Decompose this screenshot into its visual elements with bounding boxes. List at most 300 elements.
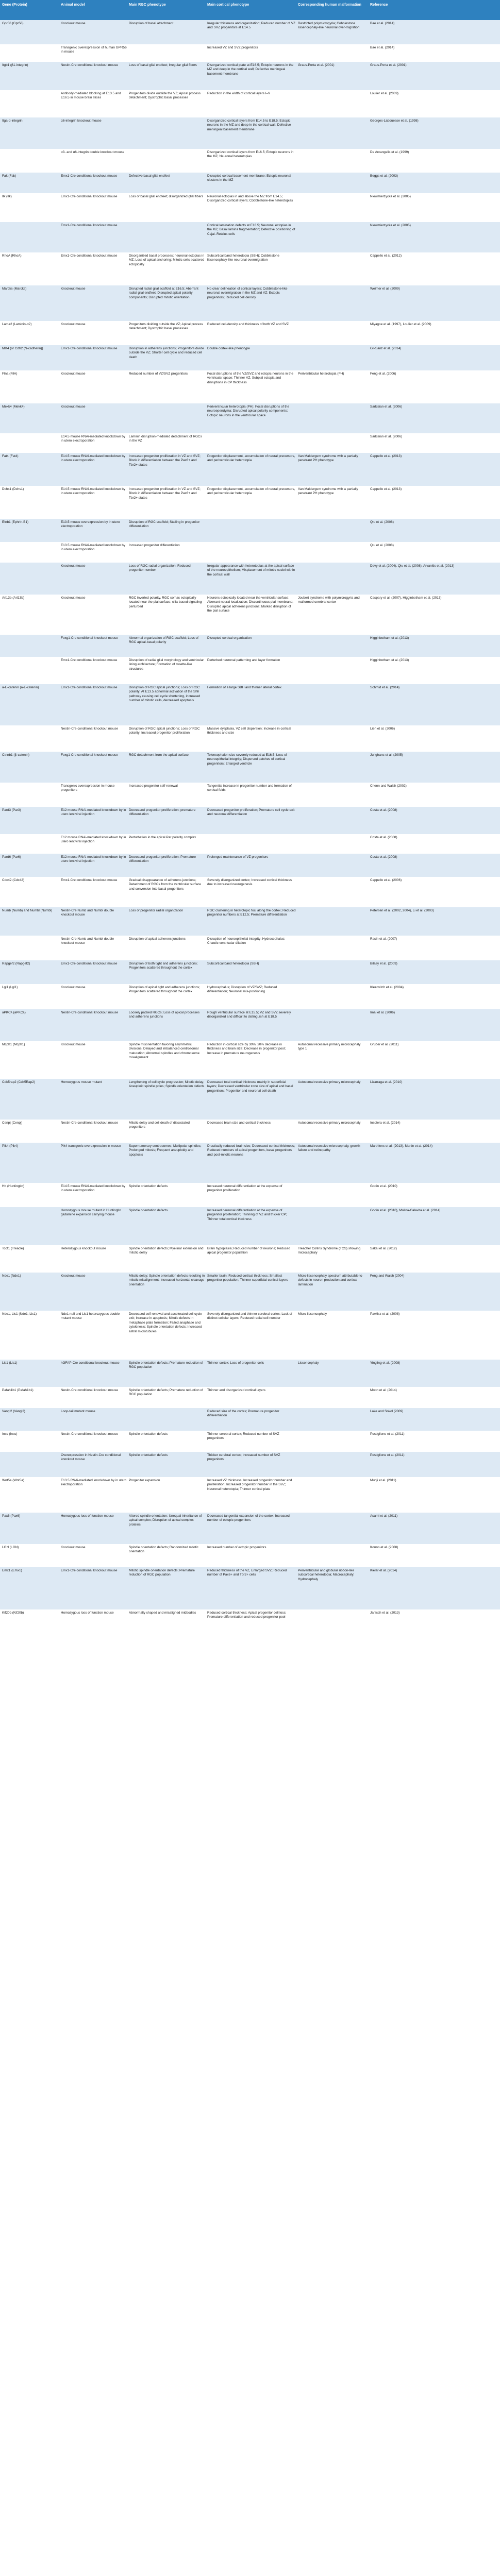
animal-model-cell: E14.5 mouse RNAi-mediated knockdown by in utero electroporation (61, 1184, 126, 1193)
table-row (0, 403, 500, 433)
rgc-phenotype-cell: Spindle orientation defects; Randomized mitotic orientation (129, 1546, 198, 1554)
table-row (0, 1245, 500, 1273)
rgc-phenotype-cell (129, 222, 205, 224)
table-row (0, 752, 500, 783)
gene-cell: Plk4 (Plk4) (2, 1144, 18, 1148)
gene-cell: Flna (FilA) (2, 372, 18, 376)
table-row (0, 1567, 500, 1609)
gene-cell: Pard6 (Par6) (2, 855, 21, 859)
reference-cell: Yingling et al. (2008) (370, 1361, 401, 1365)
table-row (0, 193, 500, 222)
table-row (0, 984, 500, 1009)
table-row (0, 635, 500, 657)
table-row (0, 1311, 500, 1360)
gene-cell (2, 936, 58, 937)
cortical-phenotype-cell: Reduced cell-density and thickness of both VZ and SVZ (207, 323, 289, 326)
human-malformation-cell (298, 1207, 366, 1209)
cortical-phenotype-cell: Periventricular heterotopia (PH); Focal disruptions of the neuroependyma; Disrupted apical polarity components; Ectopic neurons in the ventricular space (207, 405, 290, 417)
table-row (0, 173, 500, 193)
reference-cell: Beggs et al. (2003) (370, 174, 398, 178)
cortical-phenotype-cell: Brain hypoplasia; Reduced number of neurons; Reduced apical progenitor population (207, 1247, 290, 1255)
reference-cell: De Arcangelis et al. (1999) (370, 150, 409, 154)
cortical-phenotype-cell: Disorganized cortical layers from E16.5; Ectopic neurons in the MZ; Neuronal heterotopias (207, 150, 294, 159)
animal-model-cell: Nestin-Cre conditional knockout mouse (61, 1388, 119, 1392)
animal-model-cell: Homozygous mouse mutant (61, 1080, 102, 1084)
animal-model-cell: E12 mouse RNAi-mediated knockdown by in utero lentiviral injection (61, 836, 126, 844)
table-row (0, 486, 500, 519)
rgc-phenotype-cell: Loosely packed RGCs; Loss of apical processes and adherens junctions (129, 1011, 200, 1019)
reference-cell: Junghans et al. (2005) (370, 753, 403, 757)
rgc-phenotype-cell: Disruption of apical tight and adherens junctions; Progenitors scattered throughout the cortex (129, 986, 200, 994)
rgc-phenotype-cell: Disruption of RGC scaffold; Stalling in progenitor differentiation (129, 520, 200, 529)
human-malformation-cell: Autosomal recessive primary microcephaly type 1 (298, 1043, 361, 1051)
gene-cell (2, 563, 58, 564)
rgc-phenotype-cell: Loss of basal glial endfeet; Irregular glial fibers (129, 63, 197, 67)
gene-cell (2, 149, 58, 150)
table-row (0, 854, 500, 877)
animal-model-cell: Nestin-Cre conditional knockout mouse (61, 727, 119, 731)
rgc-phenotype-cell: Gradual disappearance of adherens junctions; Detachment of RGCs from the ventricular surface and conversion into basal progenitors (129, 878, 201, 891)
animal-model-cell: Knockout mouse (61, 22, 86, 25)
animal-model-cell: Homozygous mouse mutant in Huntingtin glutamine expansion carrying mouse (61, 1209, 121, 1217)
rgc-phenotype-cell: Progenitors dividing outside the VZ; Apical process detachment; Dystrophic basal processes (129, 323, 203, 331)
reference-cell: Cappello et al. (2013) (370, 487, 402, 491)
reference-cell: Postiglione et al. (2011) (370, 1432, 405, 1436)
human-malformation-cell (298, 90, 366, 92)
rgc-phenotype-cell: Disruption of RGC apical junctions; Loss of RGC polarity; At E13.5 abnormal activation of the Shh pathway causing cell cycle shortening, increased number of mitotic cells, decreased apoptosis (129, 686, 201, 703)
animal-model-cell: Plk4 transgenic overexpression in mouse (61, 1144, 121, 1148)
cortical-phenotype-cell: No clear delineation of cortical layers; Cobblestone-like neuronal overmigration in the MZ and VZ; Ectopic progenitors; Reduced cell density (207, 287, 288, 299)
rgc-phenotype-cell: Progenitors divide outside the VZ; Apical process detachment; Dystrophic basal processes (129, 92, 201, 100)
table-row (0, 90, 500, 117)
reference-cell: Sarkisian et al. (2006) (370, 405, 403, 409)
human-malformation-cell: Micro-lissencephaly spectrum attributable to defects in neuron production and cortical lamination (298, 1274, 362, 1286)
cortical-phenotype-cell: Disrupted cortical organization (207, 636, 252, 640)
table-row (0, 960, 500, 984)
gene-cell: LGN (LGN) (2, 1546, 19, 1549)
gene-cell: Nde1, Lis1 (Nde1, Lis1) (2, 1312, 37, 1316)
human-malformation-cell (298, 563, 366, 564)
table-row (0, 1408, 500, 1431)
rgc-phenotype-cell: RGC inverted polarity, RGC somas ectopically located near the pial surface; cilia-based signaling perturbed (129, 596, 202, 608)
human-malformation-cell (298, 725, 366, 727)
gene-cell (2, 725, 58, 727)
gene-cell: Mcph1 (Mcph1) (2, 1043, 25, 1046)
human-malformation-cell (298, 1009, 366, 1011)
human-malformation-cell (298, 252, 366, 254)
cortical-phenotype-cell: Severely disorganized cortex; Increased cortical thickness due to increased neurogenesis (207, 878, 292, 887)
human-malformation-cell: Lissencephaly (298, 1361, 319, 1365)
cortical-phenotype-cell: Decreased brain size and cortical thickness (207, 1121, 271, 1125)
animal-model-cell: Transgenic overexpression in mouse progenitors (61, 784, 115, 792)
rgc-phenotype-cell: Loss of basal glial endfeet; disorganized glial fibers (129, 195, 204, 198)
animal-model-cell: E14.5 mouse RNAi-mediated knockdown by in utero electroporation (61, 487, 126, 496)
human-malformation-cell (298, 907, 366, 909)
human-malformation-cell (298, 1609, 366, 1611)
reference-cell: Konno et al. (2008) (370, 1546, 398, 1549)
animal-model-cell: Overexpression in Nestin-Cre conditional knockout mouse (61, 1453, 121, 1462)
table-row (0, 684, 500, 725)
cortical-phenotype-cell: Smaller brain; Reduced cortical thickness; Smallest progenitor population; Thinner superficial cortical layers (207, 1274, 288, 1282)
reference-cell: Lizarraga et al. (2010) (370, 1080, 403, 1084)
cortical-phenotype-cell: Thicker cerebral cortex; Increased number of SVZ progenitors (207, 1453, 280, 1462)
gene-cell: Tcof1 (Treacle) (2, 1247, 24, 1250)
gene-cell: Lgl1 (Lgl1) (2, 986, 18, 989)
cortical-phenotype-cell: Disrupted cortical basement membrane; Ectopic neuronal clusters in the MZ (207, 174, 291, 182)
gene-cell (2, 44, 58, 46)
reference-cell: Janisch et al. (2013) (370, 1611, 400, 1615)
gene-cell: Cdk5rap2 (Cdk5Rap2) (2, 1080, 35, 1084)
gene-cell: Fat4 (Fat4) (2, 454, 19, 458)
animal-model-cell: α6-integrin knockout mouse (61, 119, 102, 123)
human-malformation-cell: Van Maldergem syndrome with a partially penetrant PH phenotype (298, 487, 358, 496)
rgc-phenotype-cell (129, 403, 205, 405)
table-row (0, 1273, 500, 1311)
rgc-phenotype-cell: Spindle misorientation favoring asymmetric divisions; Delayed and imbalanced centrosomal maturation; Abnormal spindles and chromosome misalignment (129, 1043, 200, 1060)
gene-cell: Ilk (Ilk) (2, 195, 12, 198)
human-malformation-cell (298, 403, 366, 405)
animal-model-cell: Knockout mouse (61, 986, 86, 989)
reference-cell: Niewmierzycka et al. (2005) (370, 195, 411, 198)
cortical-phenotype-cell: Increased neuronal differentiation at the expense of progenitor proliferation (207, 1184, 282, 1193)
human-malformation-cell (298, 684, 366, 686)
rgc-phenotype-cell: Decreased self renewal and accelerated cell cycle exit; Increase in apoptosis; Mitotic defects in metaphase plate formation; Failed anaphase and cytokinesis; Spindle orientation defects; Increased astral microtubules (129, 1312, 202, 1333)
gene-cell: a-E-catenin (a-E-catenin) (2, 686, 39, 689)
rgc-phenotype-cell: Abnormally shaped and misaligned midbodies (129, 1611, 196, 1615)
cortical-phenotype-cell: Reduction in the width of cortical layers I–V (207, 92, 271, 95)
gene-cell: Gpr56 (Gpr56) (2, 22, 24, 25)
rgc-phenotype-cell: RGC detachment from the apical surface (129, 753, 189, 757)
reference-cell: Imai et al. (2006) (370, 1011, 395, 1014)
rgc-phenotype-cell: Disruption of both tight and adherens junctions; Progenitors scattered throughout the cortex (129, 962, 198, 970)
animal-model-cell: Knockout mouse (61, 372, 86, 376)
rgc-phenotype-cell: Disorganized basal processes; neuronal ectopias in MZ; Loss of apical anchoring; Mitotic cells scattered ectopically (129, 254, 205, 266)
table-row (0, 370, 500, 403)
human-malformation-cell (298, 635, 366, 636)
table-row (0, 345, 500, 370)
cortical-phenotype-cell: Reduced cortical thickness; Apical progenitor cell loss; Premature differentiation and reduced progenitor pool (207, 1611, 287, 1619)
gene-cell: Rapgef2 (Rapgef2) (2, 962, 30, 965)
rgc-phenotype-cell: Spindle orientation defects; Premature reduction of RGC population (129, 1388, 203, 1397)
animal-model-cell: Nestin-Cre Numb and Numbl double knockout mouse (61, 937, 114, 945)
animal-model-cell: Nestin-Cre conditional knockout mouse (61, 1432, 119, 1436)
table-row (0, 1609, 500, 1642)
cortical-phenotype-cell: Thinner cortex; Loss of progenitor cells (207, 1361, 264, 1365)
reference-cell: Petersen et al. (2002, 2004), Li et al. (2003) (370, 909, 434, 912)
header-animal-model: Animal model (61, 3, 85, 7)
gene-cell: Vangl2 (Vangl2) (2, 1410, 25, 1413)
reference-cell: Insolera et al. (2014) (370, 1121, 401, 1125)
human-malformation-cell (298, 1408, 366, 1410)
cortical-phenotype-cell: Increased neuronal differentiation at the expense of progenitor proliferation; Thinning of VZ and thicker CP; Thinner total cortical thickness (207, 1209, 287, 1221)
table-row (0, 936, 500, 960)
gene-cell: Ctnnb1 (β-catenin) (2, 753, 30, 757)
human-malformation-cell (298, 657, 366, 658)
rgc-phenotype-cell: Loss of progenitor radial organization (129, 909, 184, 912)
animal-model-cell: Knockout mouse (61, 405, 86, 409)
reference-cell: Godin et al. (2010) (370, 1184, 397, 1188)
animal-model-cell: E12 mouse RNAi-mediated knockdown by in utero lentiviral injection (61, 855, 126, 863)
animal-model-cell: Heterozygous knockout mouse (61, 1247, 106, 1250)
reference-cell: Feng et al. (2006) (370, 372, 396, 376)
gene-cell: Pard3 (Par3) (2, 808, 21, 812)
cortical-phenotype-cell (207, 834, 296, 836)
cortical-phenotype-cell: Thinner and disorganized cortical layers (207, 1388, 265, 1392)
gene-cell (2, 542, 58, 544)
reference-cell: Cappello et al. (2006) (370, 878, 402, 882)
rgc-phenotype-cell: Spindle orientation defects; Myelinar extension and mitotic delay (129, 1247, 204, 1255)
gene-cell (2, 1452, 58, 1453)
reference-cell: Georges-Labouesse et al. (1998) (370, 119, 419, 123)
gene-cell: Dchs1 (Dchs1) (2, 487, 24, 491)
table-row (0, 222, 500, 252)
human-malformation-cell: Periventricular and globular ribbon-like subcortical heterotopia; Macrocephaly; Hydrocephaly (298, 1569, 355, 1581)
reference-cell: Cappello et al. (2012) (370, 254, 402, 258)
table-row (0, 20, 500, 44)
cortical-phenotype-cell (207, 519, 296, 520)
human-malformation-cell (298, 752, 366, 753)
gene-cell: Insc (Insc) (2, 1432, 18, 1436)
reference-cell: Moon et al. (2014) (370, 1388, 397, 1392)
reference-cell: Bae et al. (2014) (370, 22, 395, 25)
table-row (0, 542, 500, 563)
animal-model-cell: Emx1-Cre conditional knockout mouse (61, 962, 118, 965)
gene-cell (2, 635, 58, 636)
reference-cell: Klezovitch et al. (2004) (370, 986, 404, 989)
animal-model-cell: E14.5 mouse RNAi-mediated knockdown by in utero electroporation (61, 454, 126, 463)
gene-cell (2, 222, 58, 224)
human-malformation-cell (298, 936, 366, 937)
rgc-phenotype-cell: Lengthening of cell cycle progression; Mitotic delay; Aneuploid spindle poles; Spindle orientation defects (129, 1080, 205, 1089)
animal-model-cell: Transgenic overexpression of human GPR56 in mouse (61, 46, 127, 54)
gene-cell: Kif20b (Kif20b) (2, 1611, 24, 1615)
gene-cell (2, 433, 58, 435)
table-header (0, 0, 500, 20)
gene-cell: Pafah1b1 (Pafah1b1) (2, 1388, 34, 1392)
human-malformation-cell (298, 321, 366, 323)
animal-model-cell: Knockout mouse (61, 564, 86, 568)
human-malformation-cell (298, 1431, 366, 1432)
rgc-phenotype-cell: Spindle orientation defects; Premature reduction of RGC population (129, 1361, 203, 1369)
gene-cell: RhoA (RhoA) (2, 254, 22, 258)
reference-cell: Rasin et al. (2007) (370, 937, 397, 941)
human-malformation-cell (298, 854, 366, 855)
cortical-phenotype-cell: Irregular thickness and organization; Reduced number of VZ and SVZ progenitors at E14.5 (207, 22, 295, 30)
reference-cell: Weimer et al. (2009) (370, 287, 400, 291)
reference-cell: Munji et al. (2011) (370, 1479, 396, 1482)
rgc-phenotype-cell: Increased progenitor proliferation in VZ and SVZ; Block in differentiation between the Pax6+ and Tbr2+ states (129, 487, 201, 500)
reference-cell: Loulier et al. (2009) (370, 92, 399, 95)
table-row (0, 433, 500, 453)
header-cortical-phenotype: Main cortical phenotype (207, 3, 249, 7)
rgc-phenotype-cell: Disruption of radial glial morphology and ventricular lining architecture; Formation of rosette-like structures (129, 658, 204, 671)
reference-cell: Niewmierzycka et al. (2005) (370, 224, 411, 227)
gene-cell: Itga-α-integrin (2, 119, 23, 123)
table-row (0, 1120, 500, 1143)
rgc-phenotype-cell: Disruption of apical adherens junctions (129, 937, 186, 941)
cortical-phenotype-cell: RGC clustering in heterotopic foci along the cortex; Reduced progenitor numbers at E12.5; Premature differentiation (207, 909, 296, 917)
table-row (0, 1079, 500, 1120)
cortical-phenotype-cell (207, 433, 296, 435)
gene-cell: Lama2 (Laminin-α2) (2, 323, 32, 326)
table-row (0, 519, 500, 542)
human-malformation-cell (298, 1452, 366, 1453)
animal-model-cell: Nestin-Cre conditional knockout mouse (61, 63, 119, 67)
cortical-phenotype-cell: Hydrocephalus; Disruption of VZ/SVZ; Reduced differentiation; Neuronal mis-positioning (207, 986, 277, 994)
table-row (0, 877, 500, 907)
human-malformation-cell (298, 285, 366, 287)
animal-model-cell: Emx1-Cre conditional knockout mouse (61, 224, 118, 227)
human-malformation-cell (298, 807, 366, 808)
cortical-phenotype-cell (207, 542, 296, 544)
animal-model-cell: Knockout mouse (61, 323, 86, 326)
table-row (0, 62, 500, 90)
reference-cell: Cappello et al. (2013) (370, 454, 402, 458)
table-row (0, 783, 500, 807)
cortical-phenotype-cell: Cortical lamination defects at E16.5; Neuronal ectopias in the MZ; Basal lamina fragmentation; Defective positioning of Cajal–Retzius cells (207, 224, 295, 236)
animal-model-cell: Knockout mouse (61, 1546, 86, 1549)
cortical-phenotype-cell: Formation of a large SBH and thinner lateral cortex (207, 686, 282, 689)
cortical-phenotype-cell: Thinner cerebral cortex; Reduced number of SVZ progenitors (207, 1432, 279, 1440)
rgc-phenotype-cell: Increased progenitor proliferation in VZ and SVZ; Block in differentiation between the Pax6+ and Tbr2+ states (129, 454, 201, 467)
human-malformation-cell (298, 1477, 366, 1479)
human-malformation-cell (298, 44, 366, 46)
animal-model-cell: Homozygous loss of function mouse (61, 1611, 114, 1615)
human-malformation-cell (298, 117, 366, 119)
gene-cell (2, 1207, 58, 1209)
reference-cell: Qiu et al. (2008) (370, 544, 394, 547)
table-row (0, 725, 500, 752)
animal-model-cell: Emx1-Cre conditional knockout mouse (61, 658, 118, 662)
reference-cell: Bilasy et al. (2009) (370, 962, 397, 965)
table-row (0, 1513, 500, 1544)
human-malformation-cell: Periventricular heterotopia (PH) (298, 372, 344, 376)
reference-cell: Davy et al. (2004), Qiu et al. (2008), Arvanitis et al. (2013) (370, 564, 455, 568)
gene-cell: Mllt4 (or Cdh2 (N-cadherin)) (2, 347, 43, 350)
cortical-phenotype-cell: Telencephalon size severely reduced at E16.5; Loss of neuroepithelial integrity; Dispersed patches of cortical progenitors; Enlarged ventricle (207, 753, 287, 766)
reference-cell: Costa et al. (2008) (370, 836, 397, 839)
reference-cell: Kielar et al. (2014) (370, 1569, 397, 1572)
human-malformation-cell (298, 984, 366, 986)
table-row (0, 1544, 500, 1567)
rgc-phenotype-cell: Progenitor expansion (129, 1479, 160, 1482)
rgc-phenotype-cell (129, 1408, 205, 1410)
human-malformation-cell: Joubert syndrome with polymicrogyria and malformed cerebral cortex (298, 596, 360, 604)
table-row (0, 834, 500, 854)
gene-cell (2, 834, 58, 836)
cortical-phenotype-cell: Decreased tangential expansion of the cortex; Increased number of ectopic progenitors (207, 1514, 290, 1522)
human-malformation-cell: Treacher Collins Syndrome (TCS) showing microcephaly (298, 1247, 361, 1255)
cortical-phenotype-cell: Perturbed neuronal patterning and layer formation (207, 658, 280, 662)
table-row (0, 117, 500, 149)
rgc-phenotype-cell: Disruption of basal attachment (129, 22, 174, 25)
gene-cell: Mekk4 (Mekk4) (2, 405, 25, 409)
cortical-phenotype-cell: Reduced thickness of the VZ, Enlarged SVZ; Reduced number of Pax6+ and Tbr2+ cells (207, 1569, 287, 1577)
cortical-phenotype-cell: Reduction in cortical size by 30%; 20% decrease in thickness and brain size; Decrease in progenitor pool; Increase in premature neurogenesis (207, 1043, 286, 1055)
animal-model-cell: Nestin-Cre conditional knockout mouse (61, 1011, 119, 1014)
table-row (0, 595, 500, 635)
rgc-phenotype-cell: Loss of RGC radial organization; Reduced progenitor number (129, 564, 191, 572)
reference-cell: Higginbotham et al. (2013) (370, 658, 409, 662)
header-human-malformation: Corresponding human malformation (298, 3, 361, 7)
animal-model-cell: Nde1 null and Lis1 heterozygous double mutant mouse (61, 1312, 120, 1320)
cortical-phenotype-cell: Massive dysplasia, VZ cell dispersion; Increase in cortical thickness and size (207, 727, 291, 735)
cortical-phenotype-cell: Focal disruptions of the VZ/SVZ and ectopic neurons in the ventricular space; Thinner VZ, Subpial ectopia and disruptions in CP thickness (207, 372, 293, 384)
human-malformation-cell (298, 1544, 366, 1546)
animal-model-cell: Emx1-Cre conditional knockout mouse (61, 347, 118, 350)
rgc-phenotype-cell: Mitotic delay and cell death of dissociated progenitors (129, 1121, 190, 1129)
gene-cell: Cdc42 (Cdc42) (2, 878, 24, 882)
animal-model-cell: Nestin-Cre conditional knockout mouse (61, 1121, 119, 1125)
cortical-phenotype-cell: Prolonged maintenance of VZ progenitors (207, 855, 269, 859)
rgc-phenotype-cell (129, 44, 205, 46)
cortical-phenotype-cell: Increased number of ectopic progenitors (207, 1546, 266, 1549)
animal-model-cell: Nestin-Cre Numb and Numbl double knockout mouse (61, 909, 114, 917)
reference-cell: Chenn and Walsh (2002) (370, 784, 407, 788)
table-row (0, 1041, 500, 1079)
gene-cell: Wnt5a (Wnt5a) (2, 1479, 24, 1482)
reference-cell: Costa et al. (2008) (370, 808, 397, 812)
gene-cell: Emx1 (Emx1) (2, 1569, 22, 1572)
rgc-phenotype-cell: Disruption in adherens junctions; Progenitors divide outside the VZ; Shorter cell cycle and reduced cell death (129, 347, 204, 359)
table-row (0, 1360, 500, 1387)
reference-cell: Bae et al. (2014) (370, 46, 395, 49)
gene-cell: Htt (Huntingtin) (2, 1184, 24, 1188)
rgc-phenotype-cell: Laminin disruption-mediated detachment of RGCs in the VZ (129, 435, 202, 443)
rgc-phenotype-cell: Spindle orientation defects (129, 1453, 168, 1457)
rgc-phenotype-cell: Spindle orientation defects (129, 1209, 168, 1212)
gene-cell: Arl13b (Arl13b) (2, 596, 24, 600)
header-gene: Gene (Protein) (2, 3, 27, 7)
animal-model-cell: Knockout mouse (61, 287, 86, 291)
reference-cell: Lake and Sokol (2009) (370, 1410, 404, 1413)
reference-cell: Schmid et al. (2014) (370, 686, 400, 689)
reference-cell: Qiu et al. (2008) (370, 520, 394, 524)
rgc-phenotype-cell: Increased progenitor self-renewal (129, 784, 178, 788)
reference-cell: Sakai et al. (2012) (370, 1247, 397, 1250)
gene-cell: aPKCλ (aPKCλ) (2, 1011, 26, 1014)
table-row (0, 1143, 500, 1183)
reference-cell: Lien et al. (2006) (370, 727, 395, 731)
table-row (0, 44, 500, 62)
human-malformation-cell (298, 149, 366, 150)
cortical-phenotype-cell: Subcortical band heterotopia (SBH) (207, 962, 259, 965)
animal-model-cell: Knockout mouse (61, 596, 86, 600)
cortical-phenotype-cell: Disruption of neuroepithelial integrity; Hydrocephalus; Chaotic ventricular dilation (207, 937, 286, 945)
animal-model-cell: Foxg1-Cre conditional knockout mouse (61, 636, 118, 640)
human-malformation-cell (298, 345, 366, 347)
human-malformation-cell (298, 1183, 366, 1184)
reference-cell: Gil-Sanz et al. (2014) (370, 347, 402, 350)
reference-cell: Costa et al. (2008) (370, 855, 397, 859)
table-row (0, 252, 500, 285)
animal-model-cell: Emx1-Cre conditional knockout mouse (61, 254, 118, 258)
reference-cell: Feng and Walsh (2004) (370, 1274, 405, 1278)
animal-model-cell: hGFAP-Cre conditional knockout mouse (61, 1361, 120, 1365)
cortical-phenotype-cell: Drastically reduced brain size; Decreased cortical thickness; Reduced numbers of apical progenitors, basal progenitors and post-mitotic neurons (207, 1144, 295, 1157)
rgc-phenotype-cell: Spindle orientation defects (129, 1432, 168, 1436)
table-row (0, 285, 500, 321)
cortical-phenotype-cell: Decreased progenitor proliferation; Premature cell cycle exit and neuronal differentiation (207, 808, 295, 817)
human-malformation-cell (298, 519, 366, 520)
human-malformation-cell: Autosomal recessive primary microcephaly (298, 1080, 361, 1084)
table-row (0, 907, 500, 936)
gene-cell: Marcks (Marcks) (2, 287, 27, 291)
human-malformation-cell (298, 433, 366, 435)
table-row (0, 1009, 500, 1041)
cortical-phenotype-cell: Disorganized cortical plate at E16.5; Ectopic neurons in the MZ and deep in the cortical wall; Defective meningeal basement membrane (207, 63, 294, 76)
table-row (0, 321, 500, 345)
